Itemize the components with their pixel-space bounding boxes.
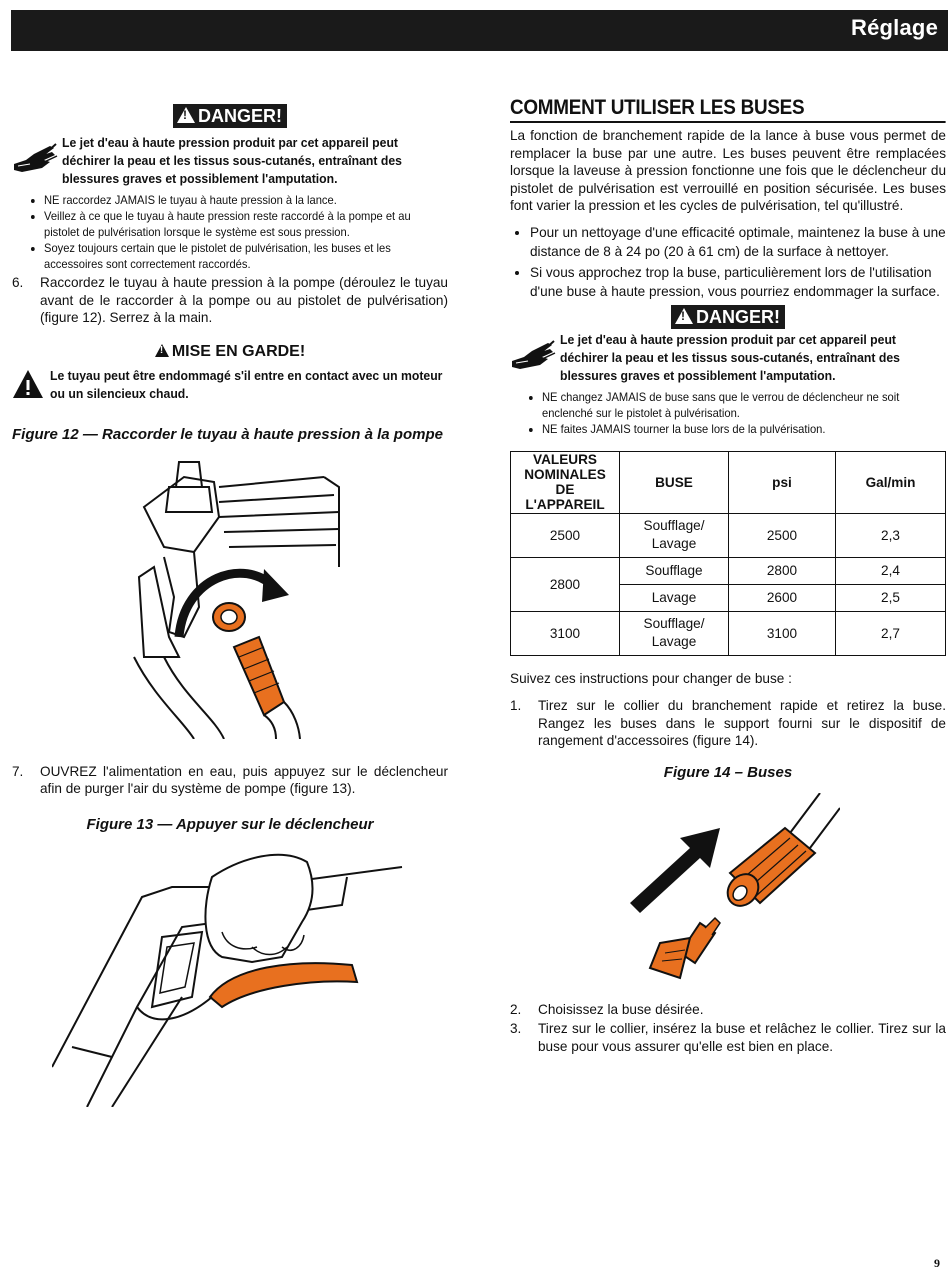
- danger-header-right: [510, 305, 946, 329]
- table-row: [511, 611, 946, 655]
- list-item: • NE faites JAMAIS tourner la buse lors de la pulvérisation.: [542, 421, 944, 437]
- hand-injury-icon: [510, 331, 560, 384]
- danger-bullets-left: [12, 192, 448, 272]
- table-cell: Lavage: [620, 584, 729, 611]
- table-row: [511, 513, 946, 557]
- table-cell: 2800: [729, 557, 836, 584]
- left-column: [12, 96, 448, 1107]
- table-header-row: [511, 451, 946, 513]
- table-cell: Soufflage: [620, 557, 729, 584]
- table-cell: 2500: [511, 513, 620, 557]
- hand-injury-icon: [12, 134, 62, 187]
- figure-12-caption: Figure 12 — Raccorder le tuyau à haute pression à la pompe: [12, 425, 443, 443]
- danger-block-left: [12, 134, 448, 188]
- section-title: COMMENT UTILISER LES BUSES: [510, 96, 946, 123]
- table-cell: 2,4: [836, 557, 946, 584]
- list-item: • Pour un nettoyage d'une efficacité optimale, maintenez la buse à une distance de 8 à 24 po (20 à 61 cm) de la surface à nettoyer.: [530, 223, 946, 261]
- header-title: Réglage: [851, 15, 938, 40]
- danger-label-left: !DANGER!: [173, 104, 287, 128]
- intro-paragraph: La fonction de branchement rapide de la lance à buse vous permet de remplacer la buse par une autre. Les buses peuvent être remplacées lorsque la laveuse à pression fonctionne une fois que le déclencheur du pistolet de pulvérisation est verrouillé en position sécurisée. Les buses font varier la pression et les cycles de pulvérisation, tel qu'illustré.: [510, 128, 946, 213]
- warning-triangle-icon: [675, 308, 693, 324]
- table-cell: Soufflage/ Lavage: [620, 513, 729, 557]
- caution-triangle-icon: [12, 367, 50, 404]
- page-number: 9: [934, 1256, 940, 1270]
- danger-label-right: !DANGER!: [671, 305, 785, 329]
- step-7: 7. OUVREZ l'alimentation en eau, puis appuyez sur le déclencheur afin de purger l'air du système de pompe (figure 13).: [12, 763, 448, 796]
- danger-bullets-right: [510, 389, 946, 437]
- table-cell: 2800: [511, 557, 620, 611]
- list-item: • Veillez à ce que le tuyau à haute pression reste raccordé à la pompe et au pistolet de pulvérisation lorsque le système est sous pression.: [44, 208, 446, 240]
- table-cell: 3100: [511, 611, 620, 655]
- table-cell: Soufflage/ Lavage: [620, 611, 729, 655]
- figure-13-illustration: [52, 847, 412, 1107]
- step-6: 6. Raccordez le tuyau à haute pression à la pompe (déroulez le tuyau avant de le raccorder à la pompe ou au pistolet de pulvérisation) (figure 12). Serrez à la main.: [12, 275, 448, 325]
- step-2: 2. Choisissez la buse désirée.: [510, 1001, 704, 1017]
- table-header: VALEURS NOMINALES DE L'APPAREIL: [511, 451, 620, 513]
- table-cell: 2,3: [836, 513, 946, 557]
- right-column: [510, 96, 946, 1055]
- warning-triangle-icon: [155, 344, 169, 357]
- table-cell: 2,7: [836, 611, 946, 655]
- danger-block-right: [510, 331, 946, 385]
- list-item: • NE changez JAMAIS de buse sans que le verrou de déclencheur ne soit enclenché sur le pistolet à pulvérisation.: [542, 389, 944, 421]
- figure-12-illustration: [124, 457, 354, 739]
- table-header: Gal/min: [836, 451, 946, 513]
- table-header: BUSE: [620, 451, 729, 513]
- figure-13-caption: Figure 13 — Appuyer sur le déclencheur: [86, 815, 374, 833]
- table-cell: 2600: [729, 584, 836, 611]
- warning-triangle-icon: [177, 107, 195, 123]
- table-cell: 2,5: [836, 584, 946, 611]
- figure-14-caption: Figure 14 – Buses: [663, 763, 793, 781]
- step-3: 3. Tirez sur le collier, insérez la buse et relâchez le collier. Tirez sur la buse pour vous assurer qu'elle est bien en place.: [510, 1021, 946, 1054]
- list-item: • Si vous approchez trop la buse, particulièrement lors de l'utilisation d'une buse à haute pression, vous pourriez endommager la surface.: [530, 263, 946, 301]
- danger-text-right: Le jet d'eau à haute pression produit par cet appareil peut déchirer la peau et les tissus sous-cutanés, entraînant des blessures graves et possiblement l'amputation.: [560, 331, 900, 383]
- caution-header: !MISE EN GARDE!: [12, 343, 448, 361]
- list-item: • NE raccordez JAMAIS le tuyau à haute pression à la lance.: [44, 192, 446, 208]
- follow-instructions: Suivez ces instructions pour changer de buse :: [510, 670, 792, 686]
- figure-14-illustration: [620, 793, 840, 993]
- danger-text-left: Le jet d'eau à haute pression produit par cet appareil peut déchirer la peau et les tissus sous-cutanés, entraînant des blessures graves et possiblement l'amputation.: [62, 135, 402, 186]
- list-item: • Soyez toujours certain que le pistolet de pulvérisation, les buses et les accessoires sont correctement raccordés.: [44, 240, 446, 272]
- nozzle-bullets: [510, 223, 946, 301]
- table-row: [511, 557, 946, 584]
- nozzle-specs-table: [510, 451, 946, 656]
- table-cell: 2500: [729, 513, 836, 557]
- step-1: 1. Tirez sur le collier du branchement rapide et retirez la buse. Rangez les buses dans le support fourni sur le dispositif de rangement d'accessoires (figure 14).: [510, 698, 946, 748]
- table-header: psi: [729, 451, 836, 513]
- caution-block: [12, 367, 448, 404]
- danger-header: [12, 104, 448, 128]
- caution-text: Le tuyau peut être endommagé s'il entre en contact avec un moteur ou un silencieux chaud.: [50, 367, 443, 401]
- table-cell: 3100: [729, 611, 836, 655]
- header-bar: [11, 10, 948, 51]
